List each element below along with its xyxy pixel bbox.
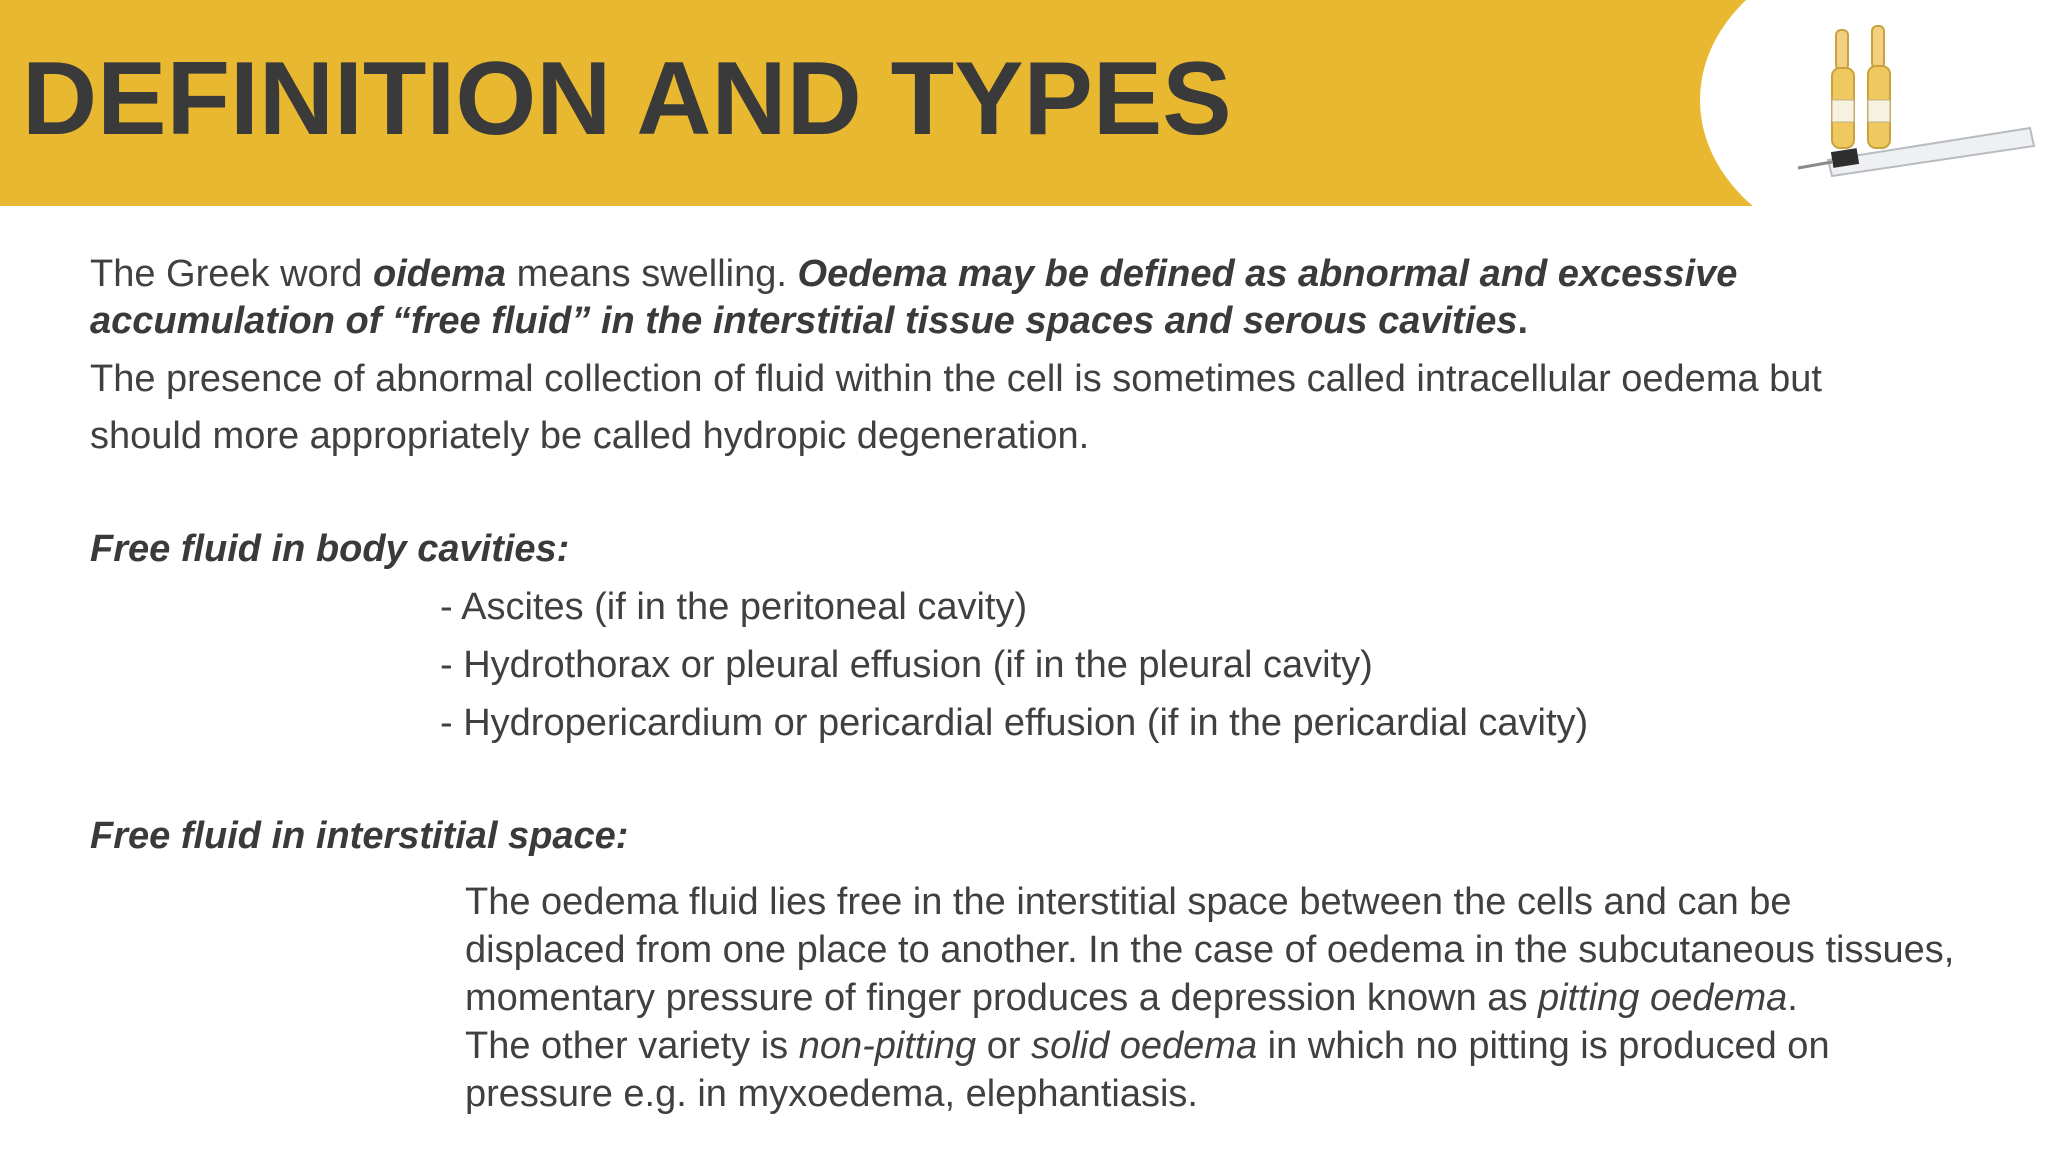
presence-line-1: The presence of abnormal collection of fluid within the cell is sometimes called intracellular oedema but [90, 358, 1822, 400]
definition-emphasis-cont: accumulation of “free fluid” in the interstitial tissue spaces and serous cavities [90, 300, 1518, 342]
interstitial-line-1: The oedema fluid lies free in the interstitial space between the cells and can be [465, 881, 1792, 923]
ampoule-syringe-illustration [1780, 0, 2048, 210]
presence-line-2: should more appropriately be called hydropic degeneration. [90, 415, 1090, 457]
definition-emphasis: Oedema may be defined as abnormal and excessive [797, 253, 1738, 295]
cavity-item-ascites: - Ascites (if in the peritoneal cavity) [440, 586, 1028, 628]
interstitial-line-5: pressure e.g. in myxoedema, elephantiasis. [465, 1073, 1198, 1115]
body-cavities-heading: Free fluid in body cavities: [90, 528, 570, 570]
intro-line-2: accumulation of “free fluid” in the interstitial tissue spaces and serous cavities. [90, 300, 1529, 342]
interstitial-line-2: displaced from one place to another. In the case of oedema in the subcutaneous tissues, [465, 929, 1955, 971]
term-non-pitting: non-pitting [798, 1025, 977, 1067]
slide-title: DEFINITION AND TYPES [22, 41, 1232, 157]
interstitial-line-4: The other variety is non-pitting or solid oedema in which no pitting is produced on [465, 1025, 1830, 1067]
term-pitting-oedema: pitting oedema [1538, 977, 1788, 1019]
term-oidema: oidema [373, 253, 507, 295]
term-solid-oedema: solid oedema [1031, 1025, 1258, 1067]
cavity-item-hydrothorax: - Hydrothorax or pleural effusion (if in the pleural cavity) [440, 644, 1373, 686]
ampoule-icon [1868, 26, 1890, 148]
intro-line-1: The Greek word oidema means swelling. Oedema may be defined as abnormal and excessive [90, 253, 1738, 295]
interstitial-line-3: momentary pressure of finger produces a depression known as pitting oedema. [465, 977, 1798, 1019]
interstitial-heading: Free fluid in interstitial space: [90, 815, 629, 857]
ampoule-icon [1832, 30, 1854, 148]
cavity-item-hydropericardium: - Hydropericardium or pericardial effusion (if in the pericardial cavity) [440, 702, 1589, 744]
